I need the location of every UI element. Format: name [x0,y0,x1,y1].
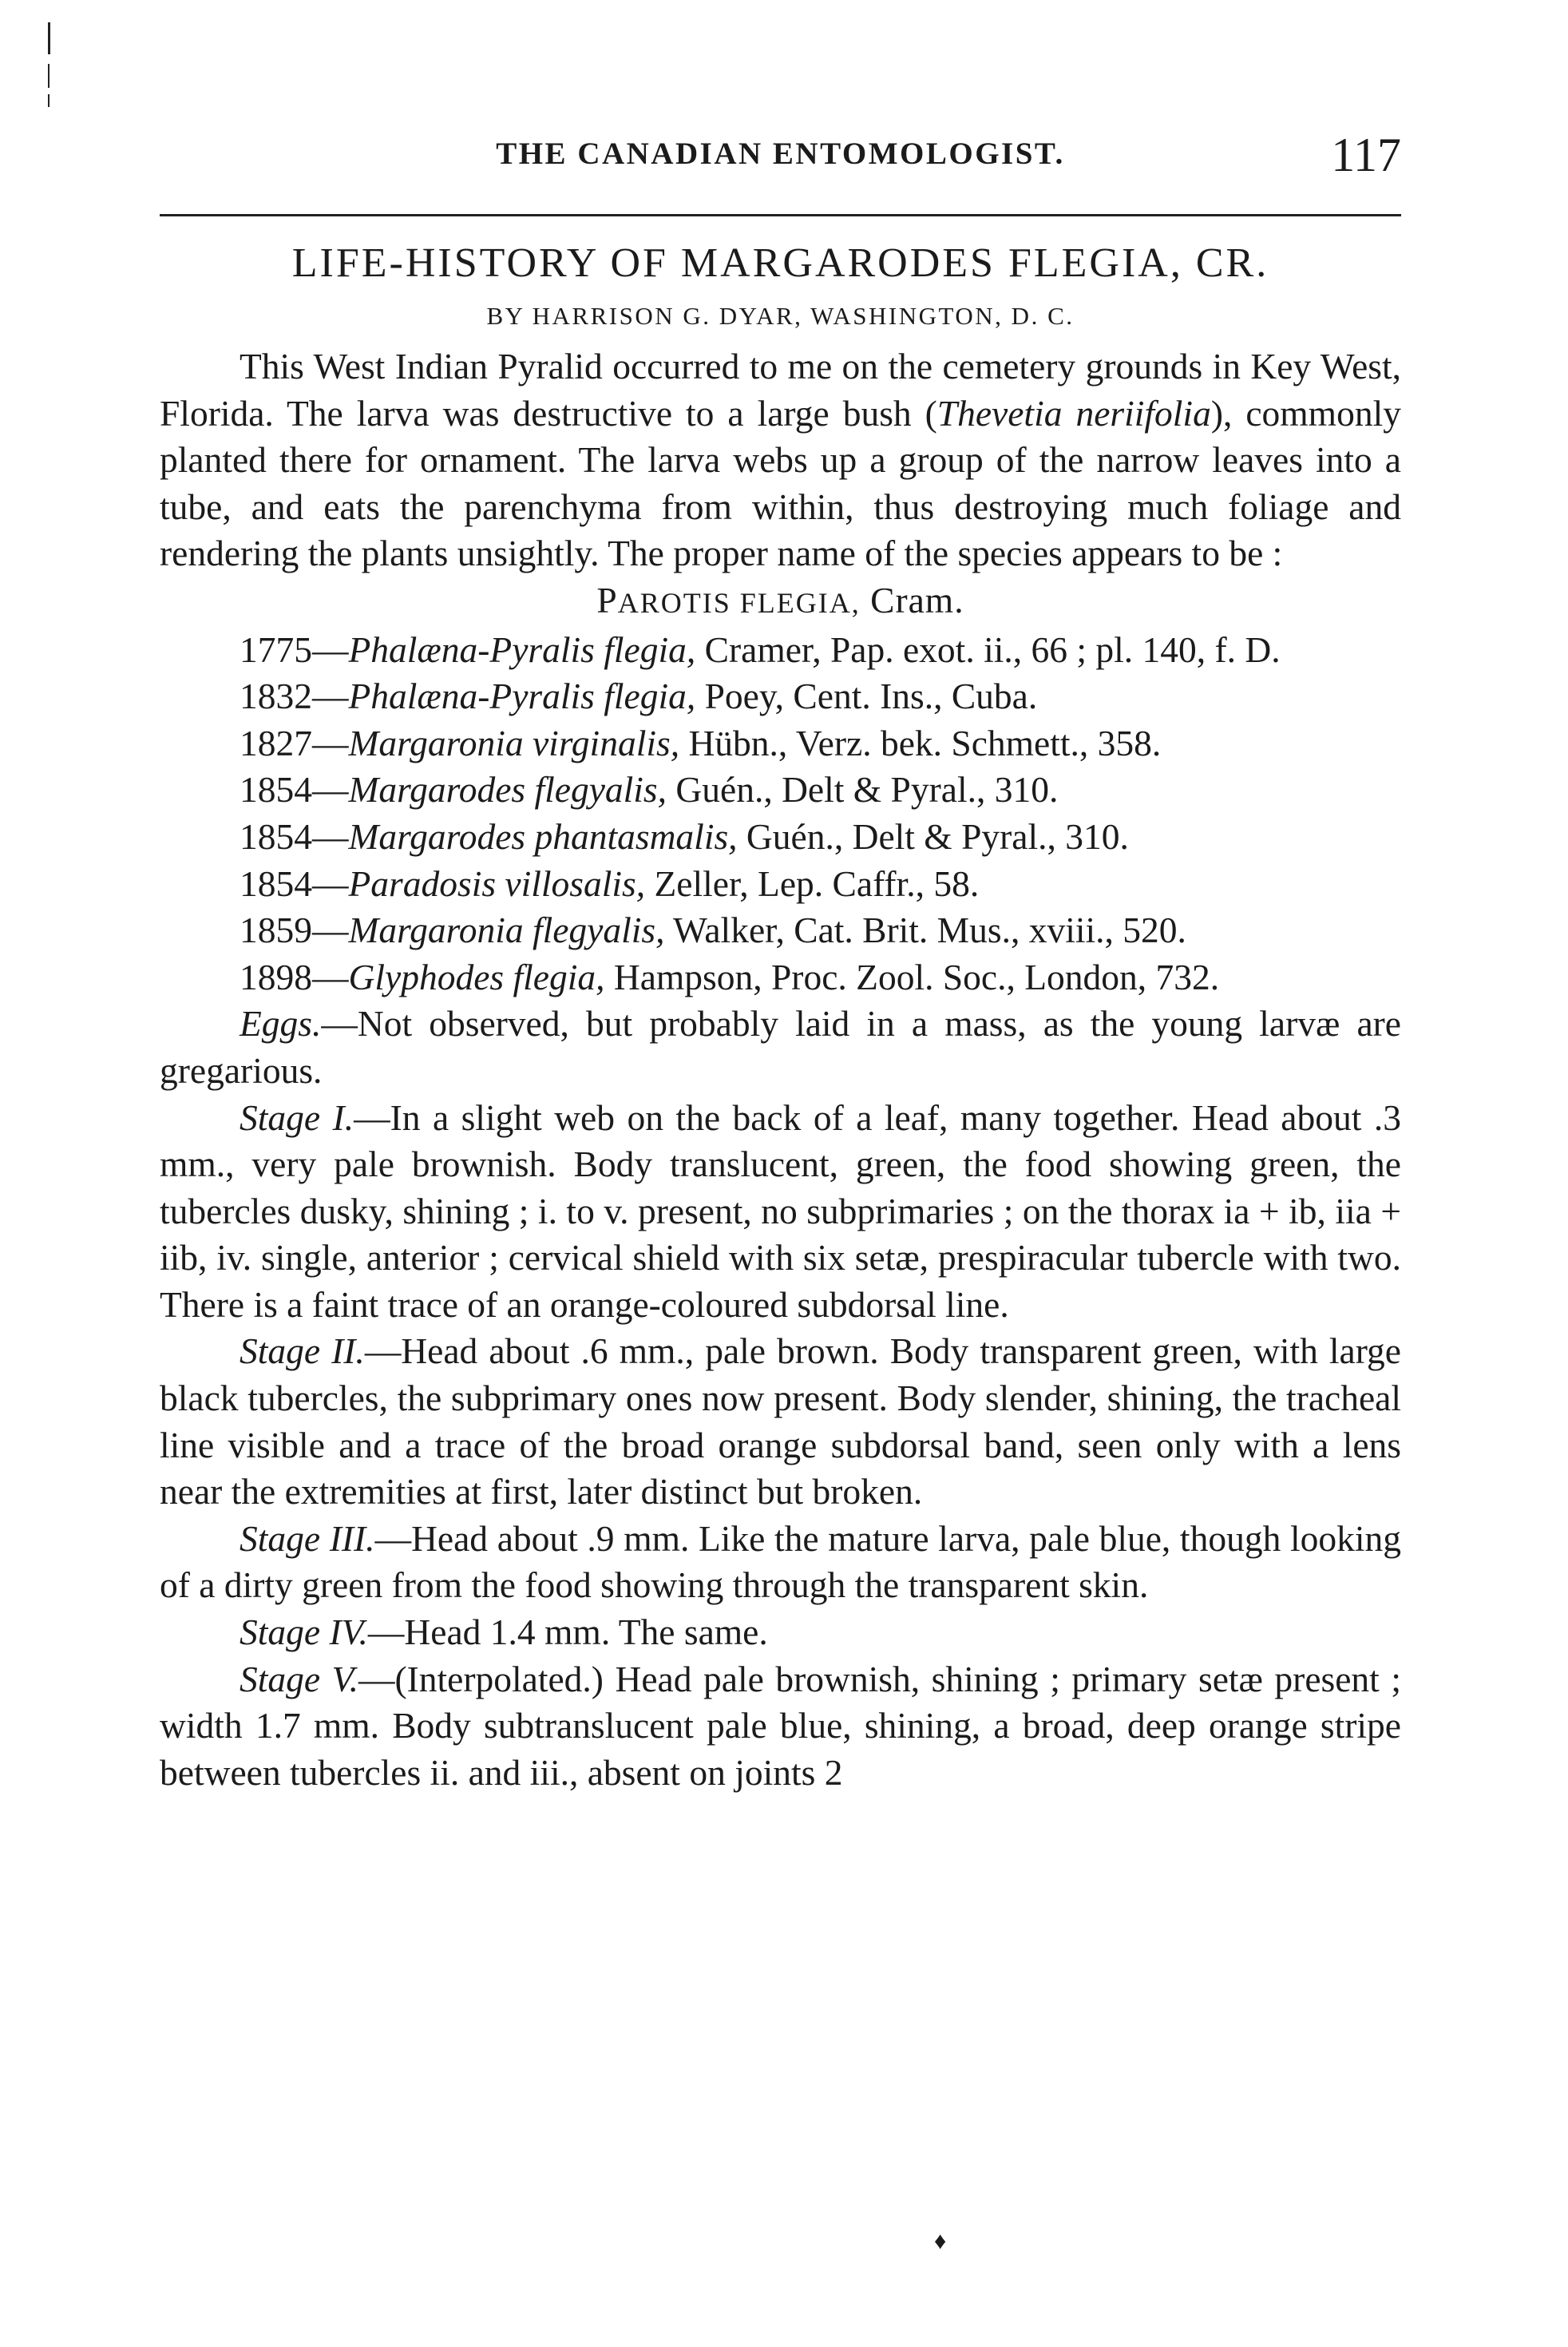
synonym-entry [160,954,1401,1001]
stage-paragraph-4 [160,1609,1401,1656]
synonym-entry [160,861,1401,908]
stage-text: —(Interpolated.) Head pale brownish, shining ; primary setæ present ; width 1.7 mm. Body subtranslucent pale blue, shining, a broad, deep orange stripe between tubercles ii. and iii., absent on joints 2 [160,1658,1402,1793]
stage-label: Stage III. [240,1517,375,1559]
stage-text: —Head 1.4 mm. The same. [367,1612,768,1653]
synonym-year: 1827— [240,722,349,763]
species-name: AROTIS FLEGIA, [617,586,861,619]
intro-paragraph [160,343,1401,577]
synonym-entry [160,767,1401,814]
synonym-entry [160,814,1401,861]
article-byline: BY HARRISON G. DYAR, WASHINGTON, D. C. [486,302,1075,330]
ink-mark: ♦ [934,2228,947,2254]
synonym-year: 1832— [240,676,349,717]
synonym-name: Paradosis villosalis, [348,862,646,904]
synonym-entry [160,627,1401,674]
stage-paragraph-eggs [160,1001,1401,1094]
stage-paragraph-1 [160,1095,1401,1329]
header-rule [160,214,1401,216]
synonym-ref: Cramer, Pap. exot. ii., 66 ; pl. 140, f. D. [695,628,1281,670]
stage-label: Eggs. [240,1003,322,1045]
plant-name: Thevetia neriifolia [936,392,1211,434]
synonym-year: 1898— [240,956,349,997]
synonym-entry [160,720,1401,767]
synonym-year: 1775— [240,628,349,670]
intro-text: This West Indian Pyralid occurred to me on the cemetery grounds in Key West, Florida. The larva was destructive to a large bush ( [160,346,1401,434]
stage-text: —Not observed, but probably laid in a mass, as the young larvæ are gregarious. [160,1003,1401,1091]
stage-label: Stage IV. [240,1612,368,1653]
synonym-entry [160,907,1401,954]
page-number: 117 [1331,129,1401,181]
synonym-ref: Guén., Delt & Pyral., 310. [737,815,1129,857]
scan-edge-mark [48,22,50,54]
stage-text: —Head about .6 mm., pale brown. Body transparent green, with large black tubercles, the subprimary ones now present. Body slender, shining, the tracheal line visible and a trace of the broad orange subdorsal band, seen only with a lens near the extremities at first, later distinct but broken. [160,1330,1402,1512]
synonym-name: Margaronia flegyalis, [348,910,665,951]
synonym-ref: Guén., Delt & Pyral., 310. [667,769,1059,811]
journal-title: THE CANADIAN ENTOMOLOGIST. [496,137,1065,171]
synonym-ref: Hübn., Verz. bek. Schmett., 358. [679,722,1162,763]
synonym-year: 1854— [240,862,349,904]
article-body [160,343,1401,1796]
stage-text: —In a slight web on the back of a leaf, many together. Head about .3 mm., very pale brownish. Body translucent, green, the food showing green, the tubercles dusky, shining ; i. to v. present, no subprimaries ; on the thorax ia + ib, iia + iib, iv. single, anterior ; cervical shield with six setæ, prespiracular tubercle with two. There is a faint trace of an orange-coloured subdorsal line. [160,1096,1401,1325]
synonym-ref: Poey, Cent. Ins., Cuba. [695,676,1038,717]
intro-text-cont: ), commonly planted there for ornament. The larva webs up a group of the narrow leaves into a tube, and eats the parenchyma from within, thus destroying much foliage and rendering the plants unsightly. The proper name of the species appears to be : [160,392,1401,574]
synonym-year: 1854— [240,815,349,857]
scan-edge-mark [48,64,49,88]
species-initial: P [596,579,618,620]
synonym-ref: Zeller, Lep. Caffr., 58. [645,862,980,904]
stage-paragraph-3 [160,1516,1401,1609]
synonym-name: Phalæna-Pyralis flegia, [348,676,696,717]
synonym-name: Margarodes phantasmalis, [348,815,738,857]
running-head [160,128,1401,184]
synonym-entry [160,673,1401,720]
stage-label: Stage II. [240,1330,365,1372]
synonym-ref: Hampson, Proc. Zool. Soc., London, 732. [604,956,1220,997]
species-author: Cram. [860,579,964,620]
synonym-name: Margaronia virginalis, [348,722,680,763]
scan-edge-mark [48,94,49,107]
synonym-name: Phalæna-Pyralis flegia, [348,628,696,670]
stage-label: Stage V. [240,1658,358,1699]
stage-label: Stage I. [240,1096,354,1138]
stage-text: —Head about .9 mm. Like the mature larva, pale blue, though looking of a dirty green from the food showing through the transparent skin. [160,1517,1401,1606]
synonym-ref: Walker, Cat. Brit. Mus., xviii., 520. [664,910,1186,951]
species-heading [160,577,1401,627]
synonym-year: 1859— [240,910,349,951]
synonym-name: Margarodes flegyalis, [348,769,667,811]
synonym-name: Glyphodes flegia, [348,956,605,997]
stage-paragraph-2 [160,1328,1401,1515]
stage-paragraph-5 [160,1656,1401,1797]
article-title: LIFE-HISTORY OF MARGARODES FLEGIA, CR. [291,240,1269,286]
synonym-year: 1854— [240,769,349,811]
